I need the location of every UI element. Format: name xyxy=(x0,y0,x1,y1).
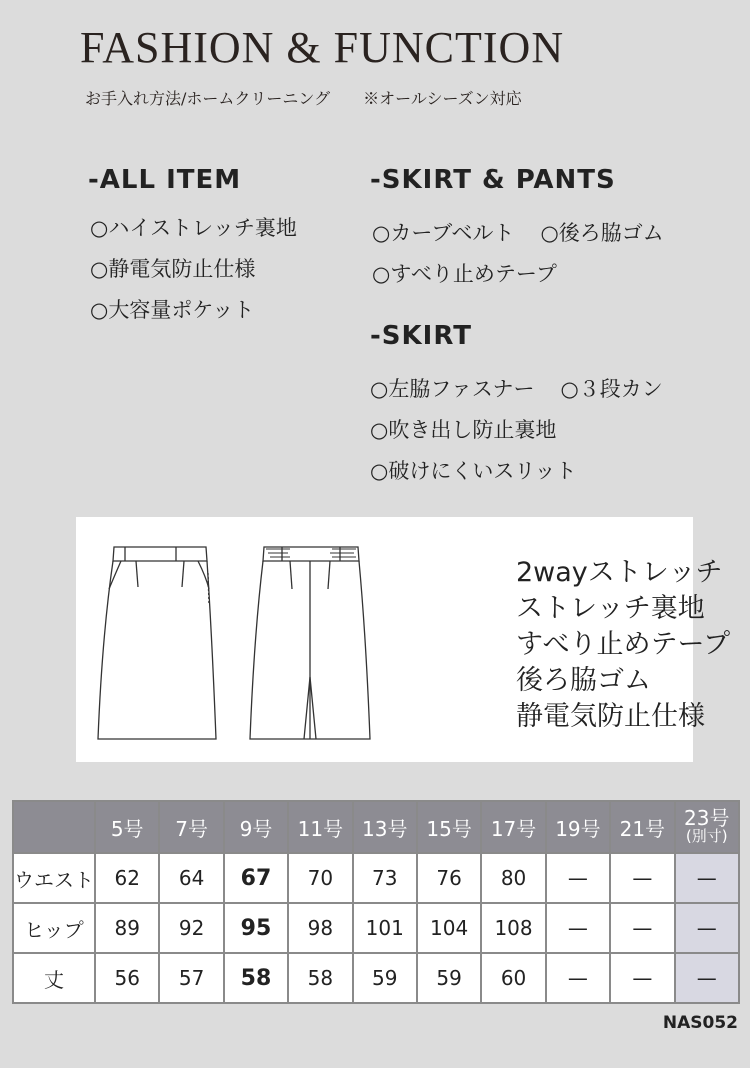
feature-item: ○３段カン xyxy=(560,377,663,401)
page-title: FASHION & FUNCTION xyxy=(80,23,565,72)
table-cell: — xyxy=(546,953,610,1003)
feature-item: ○すべり止めテープ xyxy=(372,262,557,286)
size-header-row xyxy=(13,801,739,853)
table-cell: — xyxy=(610,953,674,1003)
table-cell: 98 xyxy=(288,903,352,953)
table-cell: — xyxy=(675,853,739,903)
table-row xyxy=(13,903,739,953)
table-cell: — xyxy=(675,903,739,953)
table-cell: 58 xyxy=(224,953,288,1003)
spec-item: すべり止めテープ xyxy=(516,629,731,660)
table-cell: 104 xyxy=(417,903,481,953)
table-cell: — xyxy=(610,853,674,903)
product-code: NAS052 xyxy=(662,1013,738,1033)
care-method-text: お手入れ方法/ホームクリーニング xyxy=(85,89,331,108)
table-cell: 59 xyxy=(353,953,417,1003)
spec-item: ストレッチ裏地 xyxy=(516,593,705,624)
size-header xyxy=(675,801,739,853)
table-cell: — xyxy=(546,853,610,903)
table-cell: 67 xyxy=(224,853,288,903)
table-row xyxy=(13,953,739,1003)
table-cell: — xyxy=(675,953,739,1003)
size-header: 19号 xyxy=(546,801,610,853)
feature-item: ○破けにくいスリット xyxy=(370,459,577,483)
size-header-note: (別寸) xyxy=(685,827,728,845)
spec-item: 静電気防止仕様 xyxy=(516,701,705,732)
size-header: 9号 xyxy=(224,801,288,853)
spec-list xyxy=(516,555,730,735)
feature-row xyxy=(370,373,663,403)
size-header: 17号 xyxy=(481,801,545,853)
table-cell: 80 xyxy=(481,853,545,903)
table-cell: 56 xyxy=(95,953,159,1003)
table-cell: 70 xyxy=(288,853,352,903)
row-label: ヒップ xyxy=(13,903,95,953)
feature-item: ○後ろ脇ゴム xyxy=(540,221,664,245)
garment-illustration-panel xyxy=(76,517,731,762)
table-cell: — xyxy=(610,903,674,953)
season-note: ※オールシーズン対応 xyxy=(363,89,522,108)
size-table xyxy=(12,800,740,1004)
table-cell: 95 xyxy=(224,903,288,953)
table-cell: 108 xyxy=(481,903,545,953)
section-heading-skirt-pants: -SKIRT & PANTS xyxy=(370,165,616,195)
feature-item: ○吹き出し防止裏地 xyxy=(370,418,557,442)
table-cell: 60 xyxy=(481,953,545,1003)
row-label: ウエスト xyxy=(13,853,95,903)
table-cell: 57 xyxy=(159,953,223,1003)
size-header-label: 23号 xyxy=(684,806,730,830)
size-header: 11号 xyxy=(288,801,352,853)
table-cell: 101 xyxy=(353,903,417,953)
section-heading-all-item: -ALL ITEM xyxy=(88,165,242,195)
feature-item: ○カーブベルト xyxy=(372,221,515,245)
table-cell: 92 xyxy=(159,903,223,953)
skirt-front-drawing-icon xyxy=(98,547,216,739)
table-cell: 64 xyxy=(159,853,223,903)
feature-row xyxy=(372,217,664,247)
spec-item: 2wayストレッチ xyxy=(516,557,723,588)
size-header: 15号 xyxy=(417,801,481,853)
feature-item: ○静電気防止仕様 xyxy=(90,257,256,281)
table-row xyxy=(13,853,739,903)
row-label: 丈 xyxy=(13,953,95,1003)
spec-item: 後ろ脇ゴム xyxy=(516,665,651,696)
table-cell: — xyxy=(546,903,610,953)
table-cell: 89 xyxy=(95,903,159,953)
skirt-back-drawing-icon xyxy=(250,547,370,739)
table-cell: 73 xyxy=(353,853,417,903)
size-header: 5号 xyxy=(95,801,159,853)
section-heading-skirt: -SKIRT xyxy=(370,321,472,351)
table-cell: 58 xyxy=(288,953,352,1003)
table-cell: 76 xyxy=(417,853,481,903)
care-subtitle xyxy=(85,86,550,109)
size-header: 21号 xyxy=(610,801,674,853)
feature-item: ○左脇ファスナー xyxy=(370,377,535,401)
size-header: 13号 xyxy=(353,801,417,853)
table-cell: 59 xyxy=(417,953,481,1003)
table-corner xyxy=(13,801,95,853)
table-cell: 62 xyxy=(95,853,159,903)
feature-item: ○ハイストレッチ裏地 xyxy=(90,216,297,240)
feature-item: ○大容量ポケット xyxy=(90,298,255,322)
size-header: 7号 xyxy=(159,801,223,853)
